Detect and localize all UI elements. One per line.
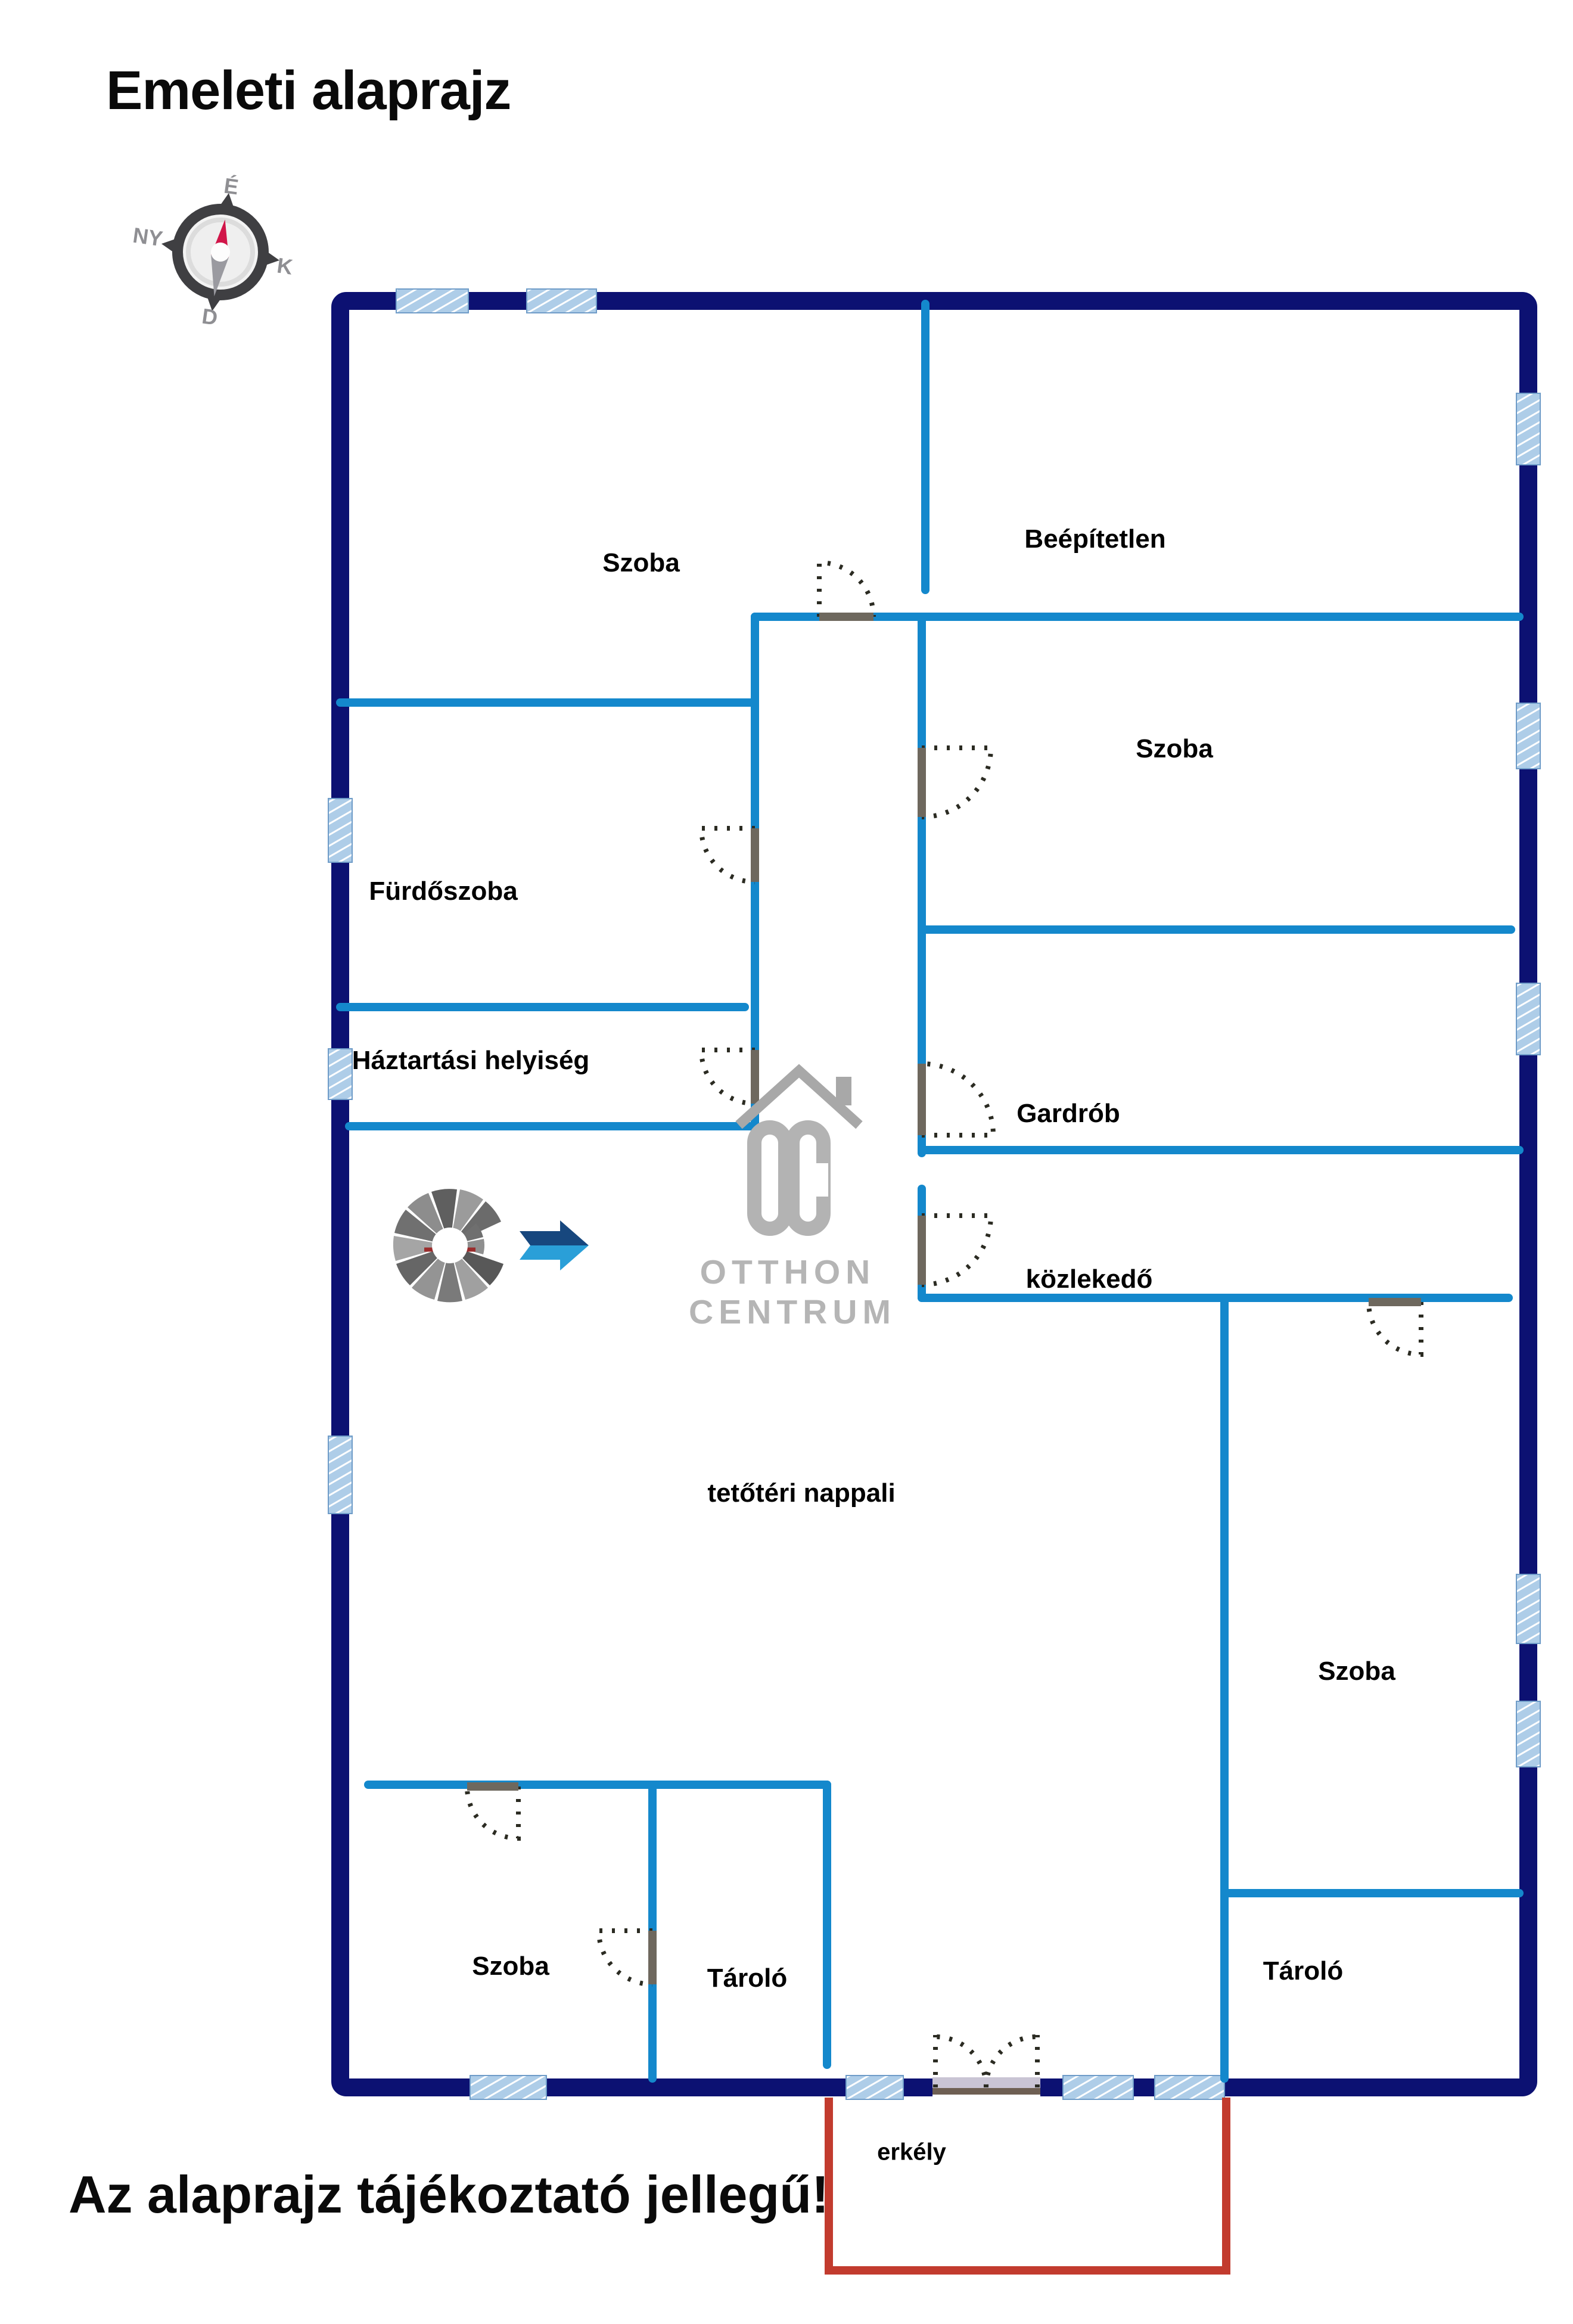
room-label-furdoszoba: Fürdőszoba — [369, 877, 518, 906]
outer-walls — [340, 301, 1528, 2087]
window-icon — [1155, 2076, 1224, 2099]
window-icon — [1516, 1701, 1540, 1767]
window-icon — [470, 2076, 546, 2099]
compass-west-label: NY — [131, 222, 164, 251]
window-icon — [1516, 983, 1540, 1055]
windows — [328, 289, 1540, 2099]
window-icon — [846, 2076, 903, 2099]
spiral-staircase-icon — [393, 1189, 503, 1302]
room-label-haztartasi: Háztartási helyiség — [352, 1046, 590, 1075]
compass-north-label: É — [222, 173, 240, 200]
room-label-szoba-upper-right: Szoba — [1136, 734, 1213, 763]
direction-arrow-icon — [520, 1220, 589, 1270]
room-label-szoba-lower-right: Szoba — [1318, 1657, 1395, 1686]
room-label-szoba-top: Szoba — [602, 548, 680, 577]
window-icon — [396, 289, 468, 313]
room-label-tarolo-bottom: Tároló — [707, 1963, 788, 1993]
watermark-line1: OTTHON — [700, 1253, 876, 1291]
room-label-gardrob: Gardrób — [1016, 1099, 1120, 1128]
window-icon — [1516, 1574, 1540, 1643]
room-label-szoba-bottom: Szoba — [472, 1952, 549, 1981]
doors — [467, 563, 1421, 2087]
room-label-kozlekedo: közlekedő — [1025, 1264, 1153, 1294]
page-title: Emeleti alaprajz — [106, 60, 511, 121]
watermark-line2: CENTRUM — [689, 1293, 896, 1331]
window-icon — [328, 799, 352, 862]
balcony-outline — [829, 2098, 1226, 2270]
window-icon — [328, 1049, 352, 1099]
room-label-erkely: erkély — [877, 2139, 946, 2165]
compass-icon — [153, 185, 288, 319]
disclaimer-text: Az alaprajz tájékoztató jellegű! — [69, 2165, 829, 2224]
room-label-tarolo-right: Tároló — [1263, 1956, 1344, 1986]
balcony-door-opening — [932, 2076, 1040, 2101]
window-icon — [1516, 703, 1540, 769]
room-label-tetoteri-nappali: tetőtéri nappali — [707, 1478, 896, 1508]
compass-east-label: K — [275, 253, 294, 279]
window-icon — [527, 289, 596, 313]
window-icon — [1516, 393, 1540, 465]
window-icon — [1063, 2076, 1133, 2099]
compass-south-label: D — [200, 303, 219, 330]
window-icon — [328, 1436, 352, 1514]
room-label-beepitetlen: Beépítetlen — [1024, 524, 1166, 554]
